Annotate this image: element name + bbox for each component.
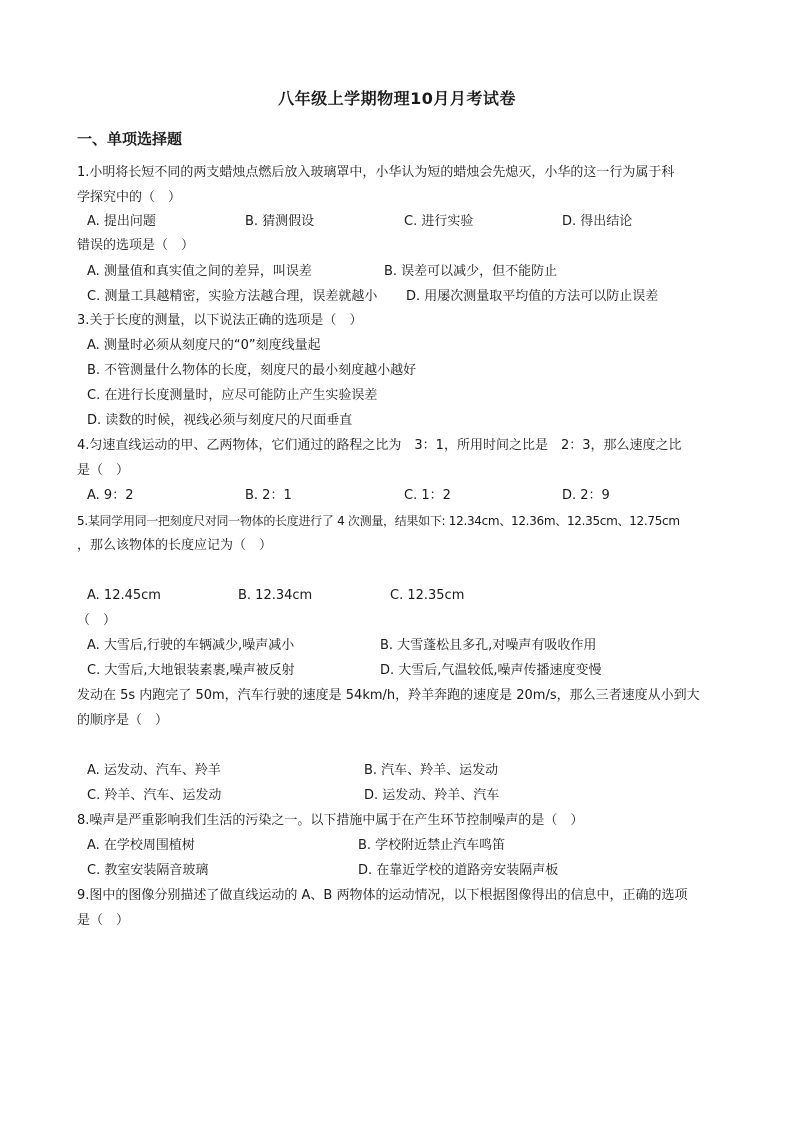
question-5-line-2: ，那么该物体的长度应记为（ ） bbox=[77, 538, 273, 553]
question-1-option-d: D. 得出结论 bbox=[562, 214, 633, 229]
question-7-line-2: 的顺序是（ ） bbox=[77, 713, 169, 728]
question-1-option-b: B. 猜测假设 bbox=[245, 214, 315, 229]
question-3-option-d: D. 读数的时候，视线必须与刻度尺的尺面垂直 bbox=[87, 413, 353, 428]
question-7-option-b: B. 汽车、羚羊、运发动 bbox=[364, 763, 499, 778]
question-4-option-c: C. 1：2 bbox=[404, 488, 451, 503]
question-8-option-c: C. 教室安装隔音玻璃 bbox=[87, 863, 209, 878]
question-7-option-d: D. 运发动、羚羊、汽车 bbox=[364, 788, 500, 803]
question-8-option-b: B. 学校附近禁止汽车鸣笛 bbox=[358, 838, 506, 853]
question-2-line-1: 错误的选项是（ ） bbox=[77, 238, 195, 253]
question-2-option-d: D. 用屡次测量取平均值的方法可以防止误差 bbox=[406, 289, 659, 304]
question-2-option-b: B. 误差可以减少，但不能防止 bbox=[384, 264, 558, 279]
page-title: 八年级上学期物理10月月考试卷 bbox=[278, 89, 516, 108]
question-4-option-a: A. 9：2 bbox=[87, 488, 134, 503]
question-7-option-c: C. 羚羊、汽车、运发动 bbox=[87, 788, 222, 803]
question-4-line-1: 4.匀速直线运动的甲、乙两物体，它们通过的路程之比为 3：1，所用时间之比是 2：3，那么速度之比 bbox=[77, 438, 682, 453]
question-9-line-1: 9.图中的图像分别描述了做直线运动的 A、B 两物体的运动情况，以下根据图像得出的信息中，正确的选项 bbox=[77, 888, 688, 903]
question-5-option-b: B. 12.34cm bbox=[238, 588, 313, 603]
question-8-option-d: D. 在靠近学校的道路旁安装隔声板 bbox=[358, 863, 559, 878]
question-4-option-d: D. 2：9 bbox=[562, 488, 610, 503]
question-8-line-1: 8.噪声是严重影响我们生活的污染之一。以下措施中属于在产生环节控制噪声的是（ ） bbox=[77, 813, 584, 828]
question-5-option-c: C. 12.35cm bbox=[390, 588, 465, 603]
question-1-line-1: 1.小明将长短不同的两支蜡烛点燃后放入玻璃罩中，小华认为短的蜡烛会先熄灭，小华的这一行为属于科 bbox=[77, 165, 675, 180]
question-6-option-d: D. 大雪后,气温较低,噪声传播速度变慢 bbox=[380, 663, 602, 678]
question-3-option-a: A. 测量时必须从刻度尺的“0”刻度线量起 bbox=[87, 338, 321, 353]
question-9-line-2: 是（ ） bbox=[77, 913, 130, 928]
question-4-line-2: 是（ ） bbox=[77, 463, 130, 478]
question-6-option-c: C. 大雪后,大地银装素裹,噪声被反射 bbox=[87, 663, 295, 678]
question-2-option-a: A. 测量值和真实值之间的差异，叫误差 bbox=[87, 264, 312, 279]
question-1-option-c: C. 进行实验 bbox=[404, 214, 474, 229]
section-heading: 一、单项选择题 bbox=[77, 130, 183, 148]
question-5-option-a: A. 12.45cm bbox=[87, 588, 161, 603]
question-6-option-b: B. 大雪蓬松且多孔,对噪声有吸收作用 bbox=[380, 638, 597, 653]
question-1-line-2: 学探究中的（ ） bbox=[77, 190, 182, 205]
question-7-line-1: 发动在 5s 内跑完了 50m，汽车行驶的速度是 54km/h，羚羊奔跑的速度是 20m/s，那么三者速度从小到大 bbox=[77, 688, 700, 703]
question-8-option-a: A. 在学校周围植树 bbox=[87, 838, 195, 853]
question-2-option-c: C. 测量工具越精密，实验方法越合理，误差就越小 bbox=[87, 289, 378, 304]
question-6-option-a: A. 大雪后,行驶的车辆减少,噪声减小 bbox=[87, 638, 295, 653]
question-4-option-b: B. 2：1 bbox=[245, 488, 292, 503]
question-1-option-a: A. 提出问题 bbox=[87, 214, 156, 229]
question-3-option-b: B. 不管测量什么物体的长度，刻度尺的最小刻度越小越好 bbox=[87, 363, 417, 378]
question-3-option-c: C. 在进行长度测量时，应尽可能防止产生实验误差 bbox=[87, 388, 378, 403]
question-6-line-1: （ ） bbox=[77, 613, 117, 628]
question-7-option-a: A. 运发动、汽车、羚羊 bbox=[87, 763, 221, 778]
question-3-line-1: 3.关于长度的测量，以下说法正确的选项是（ ） bbox=[77, 313, 363, 328]
question-5-line-1: 5.某同学用同一把刻度尺对同一物体的长度进行了 4 次测量，结果如下: 12.34cm、12.36m、12.35cm、12.75cm bbox=[77, 514, 680, 528]
